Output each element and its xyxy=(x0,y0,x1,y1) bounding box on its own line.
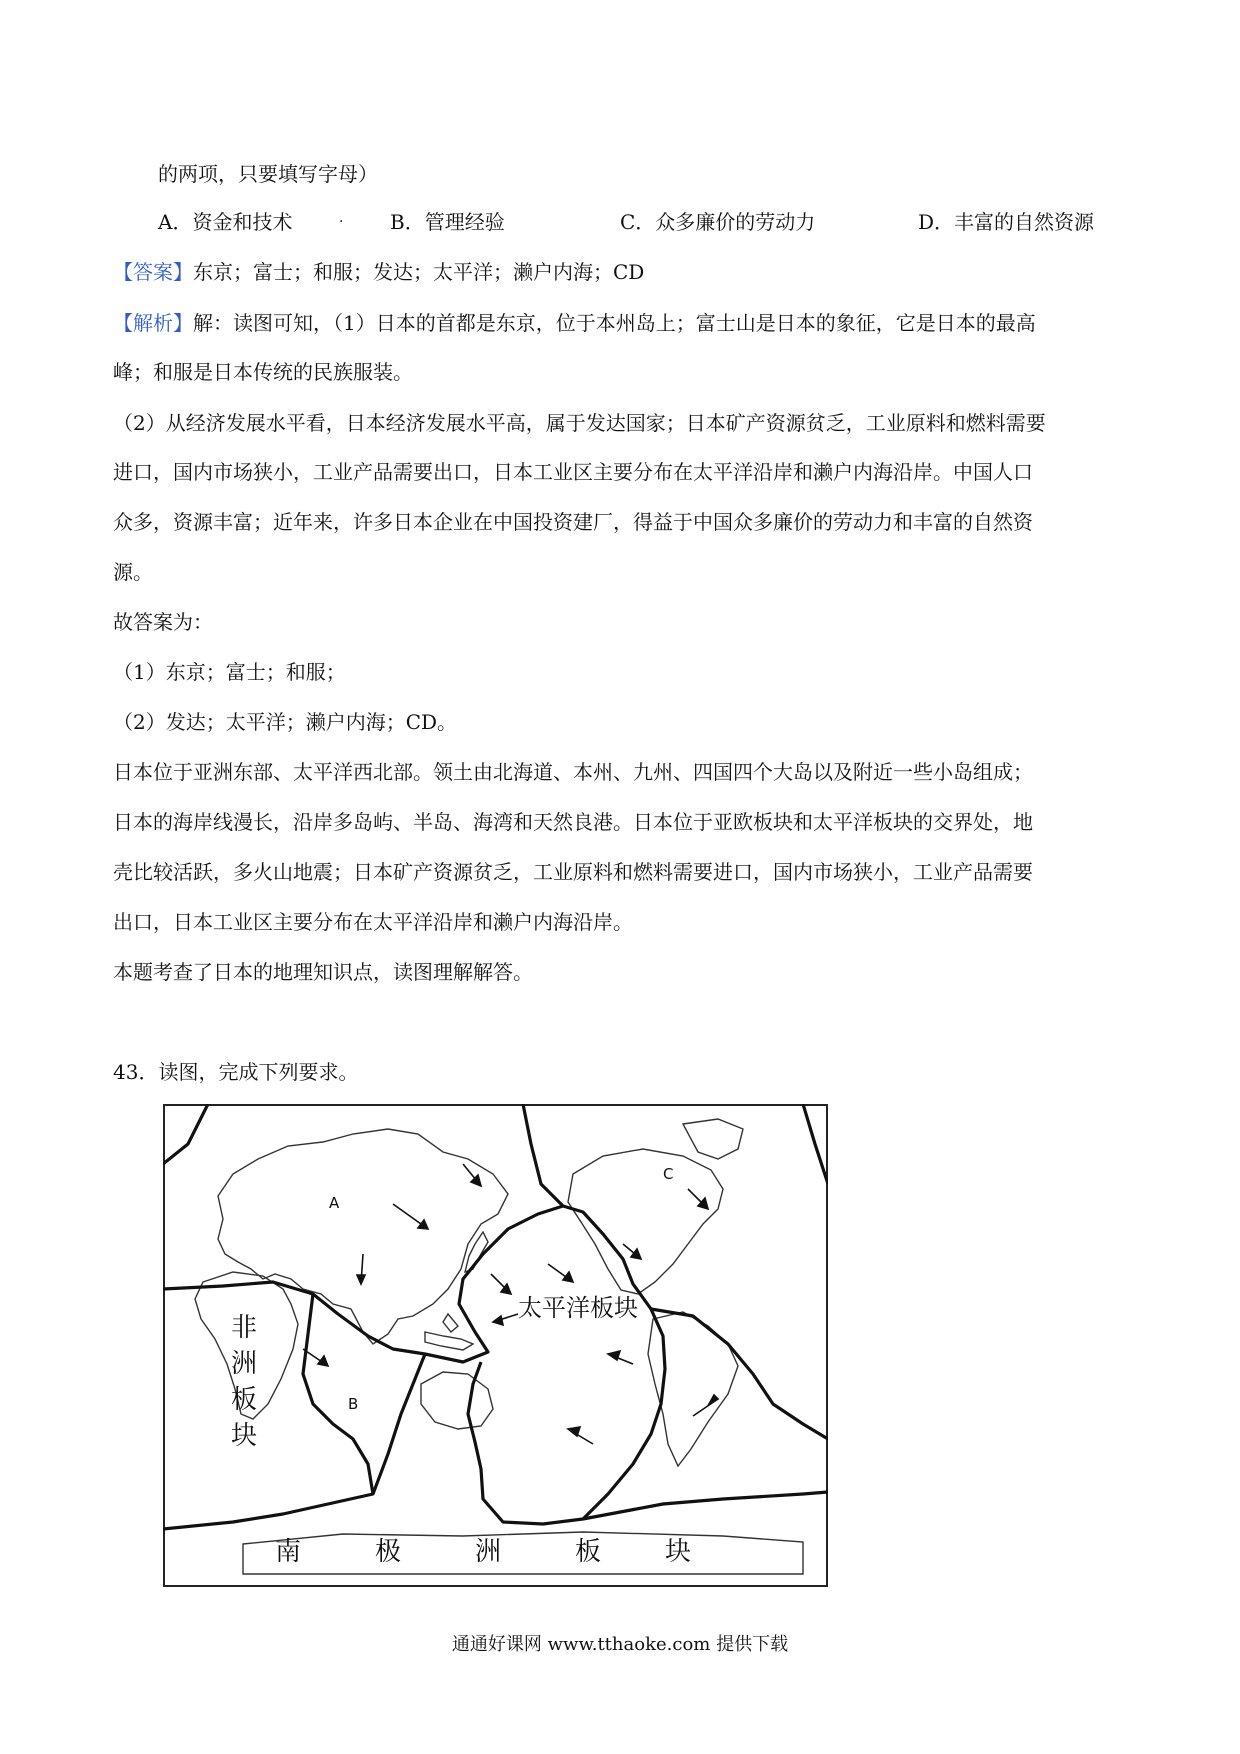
analysis-line-13: 出口，日本工业区主要分布在太平洋沿岸和濑户内海沿岸。 xyxy=(113,910,633,934)
plate-tectonics-map xyxy=(163,1104,828,1587)
page-footer: 通通好课网 www.tthaoke.com 提供下载 xyxy=(451,1634,789,1655)
label-b: B xyxy=(348,1395,359,1413)
option-b: B．管理经验 xyxy=(390,210,505,234)
answer-line xyxy=(113,258,644,286)
analysis-text-0: 解：读图可知，（1）日本的首都是东京，位于本州岛上；富士山是日本的象征，它是日本的最高 xyxy=(193,311,1036,335)
antarctic-plate-char-1: 南 xyxy=(275,1537,302,1567)
antarctic-plate-char-5: 块 xyxy=(665,1537,692,1567)
question-43: 43．读图，完成下列要求。 xyxy=(113,1060,359,1084)
answer-text: 东京；富士；和服；发达；太平洋；濑户内海；CD xyxy=(193,260,645,284)
label-a: A xyxy=(329,1194,340,1212)
antarctic-plate-char-4: 板 xyxy=(575,1537,602,1567)
question-tail: 的两项，只要填写字母） xyxy=(158,162,378,186)
analysis-tag: 【解析】 xyxy=(113,311,193,335)
label-c: C xyxy=(663,1165,674,1183)
antarctic-plate-char-2: 极 xyxy=(375,1537,402,1567)
option-c: C．众多廉价的劳动力 xyxy=(620,210,816,234)
analysis-line-5: 众多，资源丰富；近年来，许多日本企业在中国投资建厂，得益于中国众多廉价的劳动力和丰富的自然资 xyxy=(113,510,1033,534)
africa-plate-char-2: 洲 xyxy=(231,1349,258,1379)
analysis-line-7: 故答案为： xyxy=(113,610,213,634)
analysis-line-6: 源。 xyxy=(113,560,153,584)
answer-tag: 【答案】 xyxy=(113,260,193,284)
antarctic-plate-char-3: 洲 xyxy=(475,1537,502,1567)
analysis-line-8: （1）东京；富士；和服； xyxy=(113,660,346,684)
analysis-line-1 xyxy=(113,309,1036,337)
analysis-line-2: 峰；和服是日本传统的民族服装。 xyxy=(113,360,413,384)
africa-plate-char-4: 块 xyxy=(231,1421,258,1451)
analysis-line-4: 进口，国内市场狭小，工业产品需要出口，日本工业区主要分布在太平洋沿岸和濑户内海沿岸。中国人口 xyxy=(113,460,1033,484)
option-a: A．资金和技术 xyxy=(158,210,293,234)
pacific-plate-label: 太平洋板块 xyxy=(518,1294,638,1322)
analysis-line-14: 本题考查了日本的地理知识点，读图理解解答。 xyxy=(113,960,533,984)
africa-plate-char-1: 非 xyxy=(231,1313,258,1343)
analysis-line-3: （2）从经济发展水平看，日本经济发展水平高，属于发达国家；日本矿产资源贫乏，工业原料和燃料需要 xyxy=(113,411,1046,435)
analysis-line-12: 壳比较活跃，多火山地震；日本矿产资源贫乏，工业原料和燃料需要进口，国内市场狭小，工业产品需要 xyxy=(113,860,1033,884)
option-d: D．丰富的自然资源 xyxy=(918,210,1095,234)
analysis-line-10: 日本位于亚洲东部、太平洋西北部。领土由北海道、本州、九州、四国四个大岛以及附近一些小岛组成； xyxy=(113,760,1033,784)
africa-plate-char-3: 板 xyxy=(231,1385,258,1415)
analysis-line-9: （2）发达；太平洋；濑户内海；CD。 xyxy=(113,710,458,734)
option-dot: · xyxy=(339,214,344,230)
analysis-line-11: 日本的海岸线漫长，沿岸多岛屿、半岛、海湾和天然良港。日本位于亚欧板块和太平洋板块的交界处，地 xyxy=(113,810,1033,834)
